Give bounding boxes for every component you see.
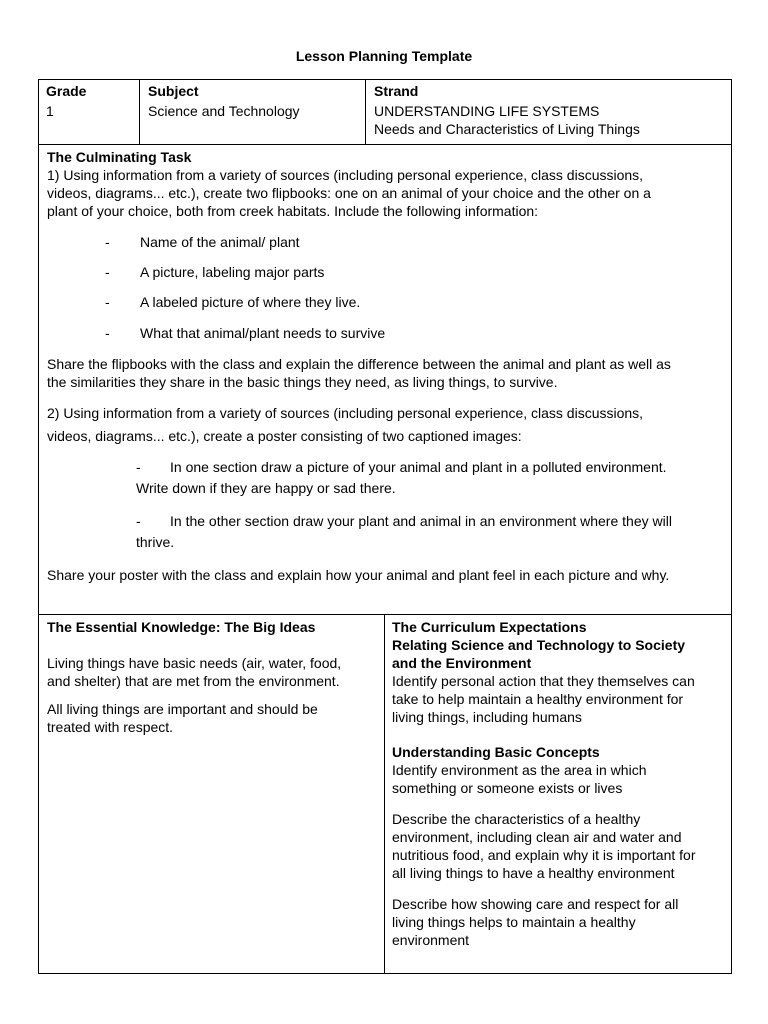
subject-label: Subject <box>148 83 199 99</box>
bullet-marker: - <box>105 264 110 280</box>
header-row <box>38 79 732 145</box>
task1-intro-line1: 1) Using information from a variety of sources (including personal experience, class discussions, <box>47 167 644 183</box>
grade-value: 1 <box>46 103 54 119</box>
big-idea-2-line1: All living things are important and should be <box>47 701 318 717</box>
bullet-marker: - <box>105 325 110 341</box>
poster-item2-line2: thrive. <box>136 534 175 550</box>
poster-item2-line1: In the other section draw your plant and animal in an environment where they will <box>170 513 672 529</box>
expectation-3-line3: nutritious food, and explain why it is important for <box>392 847 696 863</box>
flipbook-item: A labeled picture of where they live. <box>140 294 361 310</box>
big-idea-1-line1: Living things have basic needs (air, water, food, <box>47 655 342 671</box>
column-divider <box>384 615 385 973</box>
culminating-task-section <box>38 144 732 615</box>
expectation-2-line2: something or someone exists or lives <box>392 780 623 796</box>
expectation-2-line1: Identify environment as the area in which <box>392 762 647 778</box>
task1-intro-line3: plant of your choice, both from creek habitats. Include the following information: <box>47 203 539 219</box>
poster-item1-line1: In one section draw a picture of your animal and plant in a polluted environment. <box>170 459 667 475</box>
share-flipbooks-line2: the similarities they share in the basic things they need, as living things, to survive. <box>47 374 558 390</box>
task1-intro-line2: videos, diagrams... etc.), create two flipbooks: one on an animal of your choice and the other on a <box>47 185 651 201</box>
expectation-4-line1: Describe how showing care and respect for all <box>392 896 679 912</box>
grade-cell <box>46 82 86 120</box>
grade-label: Grade <box>46 83 87 99</box>
sts-heading-line2: and the Environment <box>392 655 532 671</box>
strand-value-line2: Needs and Characteristics of Living Things <box>374 121 640 137</box>
bullet-marker: - <box>136 513 141 529</box>
culminating-task-heading: The Culminating Task <box>47 149 192 165</box>
basic-concepts-heading: Understanding Basic Concepts <box>392 744 600 760</box>
curriculum-expectations-heading: The Curriculum Expectations <box>392 619 587 635</box>
flipbook-item: A picture, labeling major parts <box>140 264 325 280</box>
expectation-1-line3: living things, including humans <box>392 709 582 725</box>
sts-heading-line1: Relating Science and Technology to Society <box>392 637 686 653</box>
curriculum-expectations-column <box>392 618 724 949</box>
essential-knowledge-heading: The Essential Knowledge: The Big Ideas <box>47 619 316 635</box>
expectation-3-line4: all living things to have a healthy environment <box>392 865 675 881</box>
strand-value-line1: UNDERSTANDING LIFE SYSTEMS <box>374 103 600 119</box>
subject-value: Science and Technology <box>148 103 300 119</box>
share-flipbooks-line1: Share the flipbooks with the class and explain the difference between the animal and plant as well as <box>47 356 671 372</box>
bullet-marker: - <box>105 294 110 310</box>
strand-label: Strand <box>374 83 419 99</box>
document-title: Lesson Planning Template <box>295 48 473 64</box>
subject-cell <box>148 82 300 120</box>
expectation-3-line1: Describe the characteristics of a healthy <box>392 811 641 827</box>
flipbook-item: Name of the animal/ plant <box>140 234 300 250</box>
task2-intro-line1: 2) Using information from a variety of sources (including personal experience, class discussions, <box>47 405 644 421</box>
big-idea-2-line2: treated with respect. <box>47 719 174 735</box>
poster-item1-line2: Write down if they are happy or sad there. <box>136 480 396 496</box>
task2-intro-line2: videos, diagrams... etc.), create a poster consisting of two captioned images: <box>47 428 522 444</box>
column-divider <box>139 80 140 144</box>
expectation-4-line3: environment <box>392 932 470 948</box>
expectation-4-line2: living things helps to maintain a healthy <box>392 914 636 930</box>
expectation-1-line1: Identify personal action that they themselves can <box>392 673 695 689</box>
flipbook-item: What that animal/plant needs to survive <box>140 325 386 341</box>
knowledge-expectations-section <box>38 614 732 974</box>
strand-cell <box>374 82 640 138</box>
expectation-3-line2: environment, including clean air and water and <box>392 829 682 845</box>
expectation-1-line2: take to help maintain a healthy environment for <box>392 691 684 707</box>
essential-knowledge-column <box>47 618 377 736</box>
share-poster: Share your poster with the class and explain how your animal and plant feel in each picture and why. <box>47 567 670 583</box>
column-divider <box>365 80 366 144</box>
bullet-marker: - <box>105 234 110 250</box>
big-idea-1-line2: and shelter) that are met from the environment. <box>47 673 340 689</box>
bullet-marker: - <box>136 459 141 475</box>
